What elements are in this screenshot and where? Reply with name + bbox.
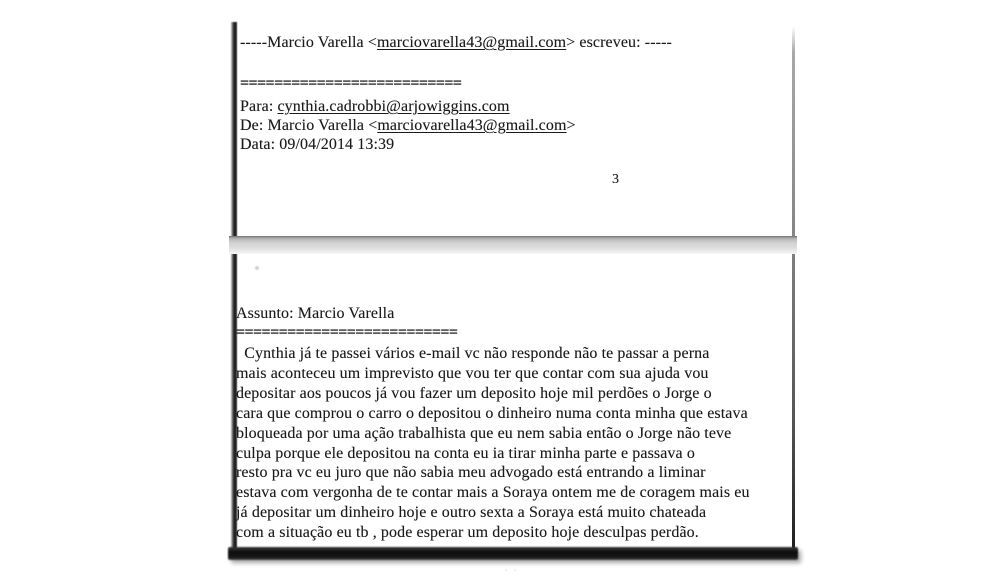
body-line: Cynthia já te passei vários e-mail vc não responde não te passar a perna	[236, 345, 710, 362]
quoted-from-line	[240, 33, 672, 52]
body-line: bloqueada por uma ação trabalhista que eu nem sabia então o Jorge não teve	[236, 424, 732, 442]
body-line: depositar aos poucos já vou fazer um deposito hoje mil perdões o Jorge o	[236, 384, 712, 402]
email-body-paragraph	[236, 344, 792, 543]
body-line: estava com vergonha de te contar mais a Soraya ontem me de coragem mais eu	[236, 484, 750, 502]
from-line	[240, 116, 576, 135]
body-line: mais aconteceu um imprevisto que vou ter que contar com sua ajuda vou	[236, 364, 709, 382]
body-line: já depositar um dinheiro hoje e outro sexta a Soraya está muito chateada	[236, 504, 707, 522]
from-suffix: >	[566, 117, 576, 134]
date-line: Data: 09/04/2014 13:39	[240, 136, 395, 153]
body-line: resto pra vc eu juro que não sabia meu advogado está entrando a liminar	[236, 464, 706, 482]
recipient-email-link: cynthia.cadrobbi@arjowiggins.com	[277, 98, 510, 115]
from-prefix: De: Marcio Varella <	[240, 117, 378, 134]
separator-line: ==========================	[236, 324, 458, 341]
scan-speck	[255, 266, 259, 270]
page-number: 3	[612, 172, 620, 187]
to-line	[240, 97, 510, 116]
sender-email-link: marciovarella43@gmail.com	[377, 117, 567, 134]
sender-email-link: marciovarella43@gmail.com	[376, 34, 567, 51]
scan-edge-bottom	[228, 547, 798, 560]
to-label: Para:	[240, 98, 278, 115]
quoted-from-prefix: -----Marcio Varella <	[240, 34, 377, 51]
body-line: cara que comprou o carro o depositou o dinheiro numa conta minha que estava	[236, 404, 748, 422]
scan-edge-right	[792, 26, 795, 550]
separator-line: ==========================	[240, 75, 462, 92]
page-break-divider	[229, 236, 797, 254]
subject-line: Assunto: Marcio Varella	[236, 305, 395, 322]
body-line: culpa porque ele depositou na conta eu ia tirar minha parte e passava o	[236, 444, 695, 462]
quoted-from-suffix: > escreveu: -----	[566, 34, 672, 51]
scan-speck: · ·	[505, 566, 519, 575]
body-line: com a situação eu tb , pode esperar um deposito hoje desculpas perdão.	[236, 524, 699, 542]
